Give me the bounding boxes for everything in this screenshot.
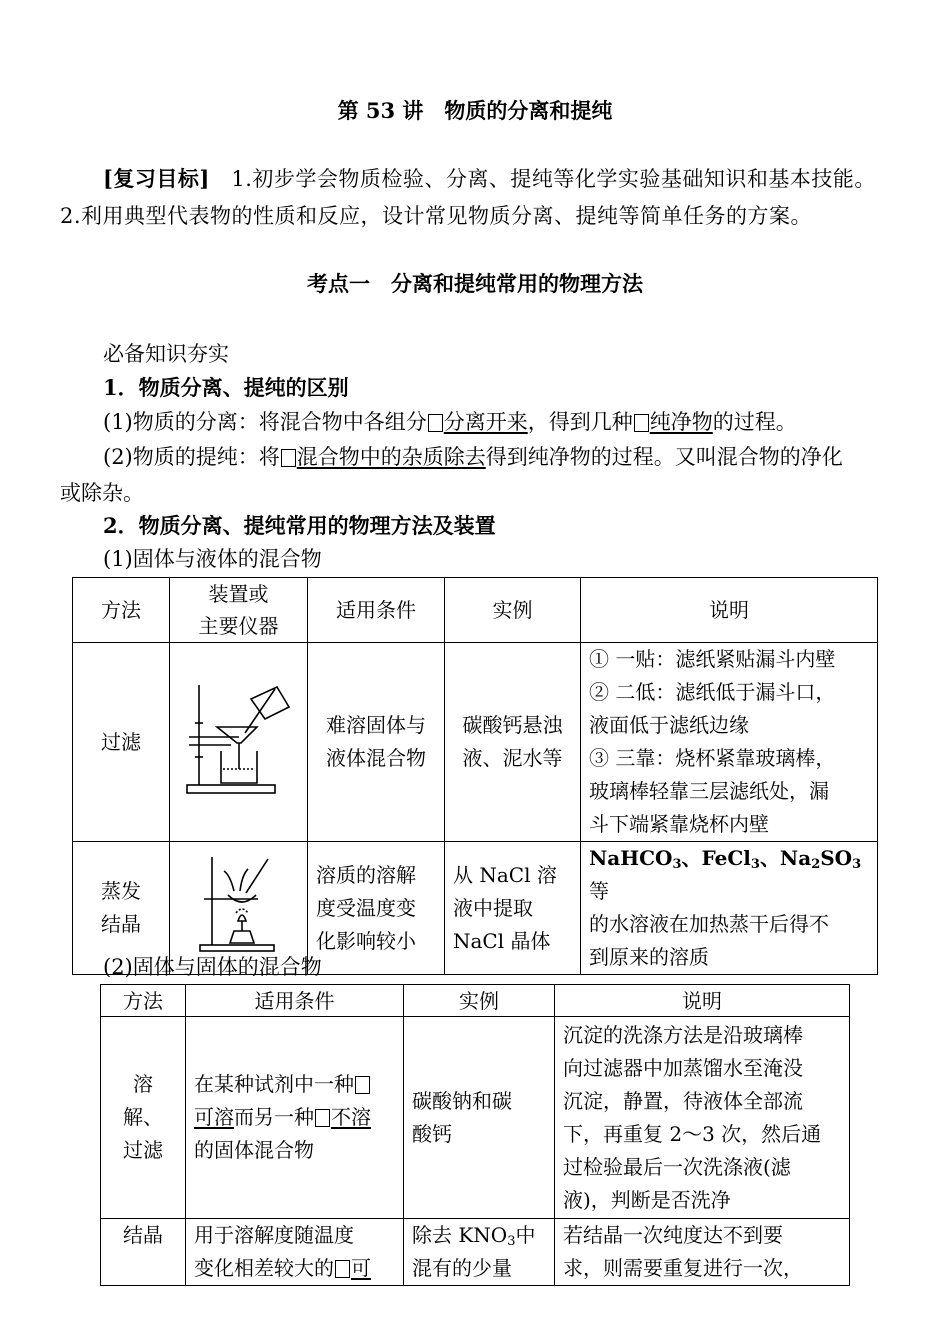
page-title: 第 53 讲 物质的分离和提纯 xyxy=(337,98,613,123)
header-apparatus-l1: 装置或 xyxy=(208,582,269,606)
answer-box xyxy=(428,414,443,432)
t2-condition-cryst-l1: 用于溶解度随温度 xyxy=(194,1223,354,1247)
review-goals-text1: 1.初步学会物质检验、分离、提纯等化学实验基础知识和基本技能。 xyxy=(231,167,876,191)
notes-filtration-l6: 斗下端紧靠烧杯内壁 xyxy=(589,812,769,836)
header-condition: 适用条件 xyxy=(308,578,445,643)
condition-evaporation-l2: 度受温度变 xyxy=(316,895,416,920)
method-filtration: 过滤 xyxy=(73,643,170,842)
t2-method-dissolve xyxy=(101,1017,186,1219)
t2-header-condition: 适用条件 xyxy=(186,985,404,1017)
formula-sub: 3 xyxy=(672,857,682,872)
header-apparatus xyxy=(170,578,308,643)
p1-text-c: 的过程。 xyxy=(712,410,797,434)
example-evaporation-l1: 从 NaCl 溶 xyxy=(453,862,557,887)
header-method: 方法 xyxy=(73,578,170,643)
filtration-apparatus-image xyxy=(170,643,308,842)
t2-method-dissolve-l1: 溶 xyxy=(133,1072,153,1096)
method-evaporation-l1: 蒸发 xyxy=(101,879,141,903)
paragraph-purification xyxy=(103,441,843,471)
table-row-filtration xyxy=(73,643,878,842)
header-apparatus-l2: 主要仪器 xyxy=(198,614,279,638)
answer-box xyxy=(634,414,649,432)
table2-header-row xyxy=(101,985,850,1017)
t2-answer-insoluble: 不溶 xyxy=(331,1105,371,1129)
review-goals-label: [复习目标] xyxy=(103,166,210,191)
section-title: 考点一 分离和提纯常用的物理方法 xyxy=(307,271,643,296)
formula-part: NaHCO xyxy=(589,846,673,870)
table2-row-crystallize xyxy=(101,1219,850,1286)
t2-notes-l6: 液)，判断是否洗净 xyxy=(563,1187,731,1212)
t2-c2-mid: 而另一种 xyxy=(234,1105,314,1129)
t2-example-cryst-l1 xyxy=(412,1219,546,1252)
table-header-row xyxy=(73,578,878,643)
formula-sub: 2 xyxy=(811,857,821,872)
p1-answer-1: 分离开来 xyxy=(443,410,528,434)
answer-box xyxy=(335,1260,350,1278)
t2-answer-soluble: 可溶 xyxy=(194,1105,234,1129)
example-evaporation xyxy=(445,842,581,975)
t2-example-dissolve-l1: 碳酸钠和碳 xyxy=(412,1088,512,1113)
notes-evaporation xyxy=(581,842,878,975)
t2-notes-l5: 过检验最后一次洗涤液(滤 xyxy=(563,1154,791,1179)
example-filtration-l1: 碳酸钙悬浊 xyxy=(462,713,563,737)
t2-method-dissolve-l2: 解、 xyxy=(123,1105,163,1129)
condition-evaporation-l1: 溶质的溶解 xyxy=(316,862,416,887)
t2-condition-dissolve-l1 xyxy=(194,1068,395,1101)
formula-part: SO xyxy=(820,846,853,870)
t2-notes-l2: 向过滤器中加蒸馏水至淹没 xyxy=(563,1055,803,1080)
t2-notes-l3: 沉淀，静置，待液体全部流 xyxy=(563,1088,803,1113)
filtration-apparatus-icon xyxy=(179,677,299,797)
formula-part: 等 xyxy=(589,879,609,903)
t2-condition-dissolve-l2 xyxy=(194,1101,395,1134)
notes-evaporation-l2: 的水溶液在加热蒸干后得不 xyxy=(589,912,829,936)
paragraph-purification-cont: 或除杂。 xyxy=(60,481,144,505)
condition-evaporation-l3: 化影响较小 xyxy=(316,928,416,953)
t2-ex-b: 中 xyxy=(515,1223,536,1247)
p2-text-a: (2)物质的提纯：将 xyxy=(103,445,280,469)
notes-filtration-l2: ② 二低：滤纸低于漏斗口， xyxy=(589,680,836,704)
t2-condition-dissolve-l3: 的固体混合物 xyxy=(194,1138,314,1162)
answer-box xyxy=(281,449,296,467)
t2-method-crystallize: 结晶 xyxy=(101,1219,186,1286)
notes-evaporation-l1 xyxy=(589,842,869,908)
subheading-solid-solid: (2)固体与固体的混合物 xyxy=(103,955,322,979)
heading-2: 2．物质分离、提纯常用的物理方法及装置 xyxy=(103,513,496,538)
notes-filtration-l1: ① 一贴：滤纸紧贴漏斗内壁 xyxy=(589,647,836,671)
formula-sub: 3 xyxy=(507,1234,516,1249)
notes-filtration-l3: 液面低于滤纸边缘 xyxy=(589,713,749,737)
condition-filtration xyxy=(308,643,445,842)
method-evaporation-l2: 结晶 xyxy=(101,912,141,936)
table2-row-dissolve xyxy=(101,1017,850,1219)
t2-notes-l4: 下，再重复 2～3 次，然后通 xyxy=(563,1121,822,1146)
p2-text-b: 得到纯净物的过程。又叫混合物的净化 xyxy=(485,445,843,469)
review-goals-line2: 2.利用典型代表物的性质和反应，设计常见物质分离、提纯等简单任务的方案。 xyxy=(60,204,813,228)
example-filtration-l2: 液、泥水等 xyxy=(462,746,563,770)
heading-1: 1．物质分离、提纯的区别 xyxy=(103,375,349,400)
t2-notes-crystallize xyxy=(555,1219,850,1286)
p1-text-b: ，得到几种 xyxy=(527,410,633,434)
example-filtration xyxy=(445,643,581,842)
t2-notes-l1: 沉淀的洗涤方法是沿玻璃棒 xyxy=(563,1022,803,1047)
notes-filtration xyxy=(581,643,878,842)
paragraph-separation xyxy=(103,406,797,436)
answer-box xyxy=(355,1076,370,1094)
formula-part: 、Na xyxy=(759,846,812,870)
t2-condition-crystallize xyxy=(186,1219,404,1286)
condition-evaporation xyxy=(308,842,445,975)
p1-text-a: (1)物质的分离：将混合物中各组分 xyxy=(103,410,427,434)
t2-c1-text: 在某种试剂中一种 xyxy=(194,1072,354,1096)
t2-condition-dissolve xyxy=(186,1017,404,1219)
t2-notes-cryst-l2: 求，则需要重复进行一次， xyxy=(563,1256,803,1280)
evaporation-apparatus-icon xyxy=(194,853,284,953)
table-solid-liquid xyxy=(72,577,878,975)
t2-header-method: 方法 xyxy=(101,985,186,1017)
header-example: 实例 xyxy=(445,578,581,643)
p2-answer-1: 混合物中的杂质除去 xyxy=(296,445,486,469)
notes-filtration-l5: 玻璃棒轻靠三层滤纸处，漏 xyxy=(589,779,829,803)
t2-notes-cryst-l1: 若结晶一次纯度达不到要 xyxy=(563,1223,783,1247)
formula-sub: 3 xyxy=(852,857,862,872)
t2-c2-text: 变化相差较大的 xyxy=(194,1256,334,1280)
formula-part: 、FeCl xyxy=(681,846,751,870)
subheading-solid-liquid: (1)固体与液体的混合物 xyxy=(103,547,322,571)
t2-answer-cryst: 可 xyxy=(351,1256,371,1280)
header-notes: 说明 xyxy=(581,578,878,643)
answer-box xyxy=(315,1109,330,1127)
table-solid-solid xyxy=(100,984,850,1286)
formula-sub: 3 xyxy=(750,857,760,872)
t2-method-dissolve-l3: 过滤 xyxy=(123,1138,163,1162)
t2-example-crystallize xyxy=(404,1219,555,1286)
notes-filtration-l4: ③ 三靠：烧杯紧靠玻璃棒， xyxy=(589,746,836,770)
t2-condition-cryst-l2 xyxy=(194,1252,395,1285)
t2-ex-a: 除去 KNO xyxy=(412,1223,508,1247)
notes-evaporation-l3: 到原来的溶质 xyxy=(589,945,709,969)
p1-answer-2: 纯净物 xyxy=(649,410,713,434)
example-evaporation-l3: NaCl 晶体 xyxy=(453,928,551,953)
t2-example-cryst-l2: 混有的少量 xyxy=(412,1256,512,1280)
section-subtitle: 必备知识夯实 xyxy=(103,342,229,366)
t2-example-dissolve-l2: 酸钙 xyxy=(412,1121,452,1146)
condition-filtration-l1: 难溶固体与 xyxy=(326,713,426,737)
example-evaporation-l2: 液中提取 xyxy=(453,895,533,920)
condition-filtration-l2: 液体混合物 xyxy=(326,746,426,770)
review-goals-line1 xyxy=(103,163,876,193)
t2-notes-dissolve xyxy=(555,1017,850,1219)
t2-header-notes: 说明 xyxy=(555,985,850,1017)
t2-header-example: 实例 xyxy=(404,985,555,1017)
t2-example-dissolve xyxy=(404,1017,555,1219)
